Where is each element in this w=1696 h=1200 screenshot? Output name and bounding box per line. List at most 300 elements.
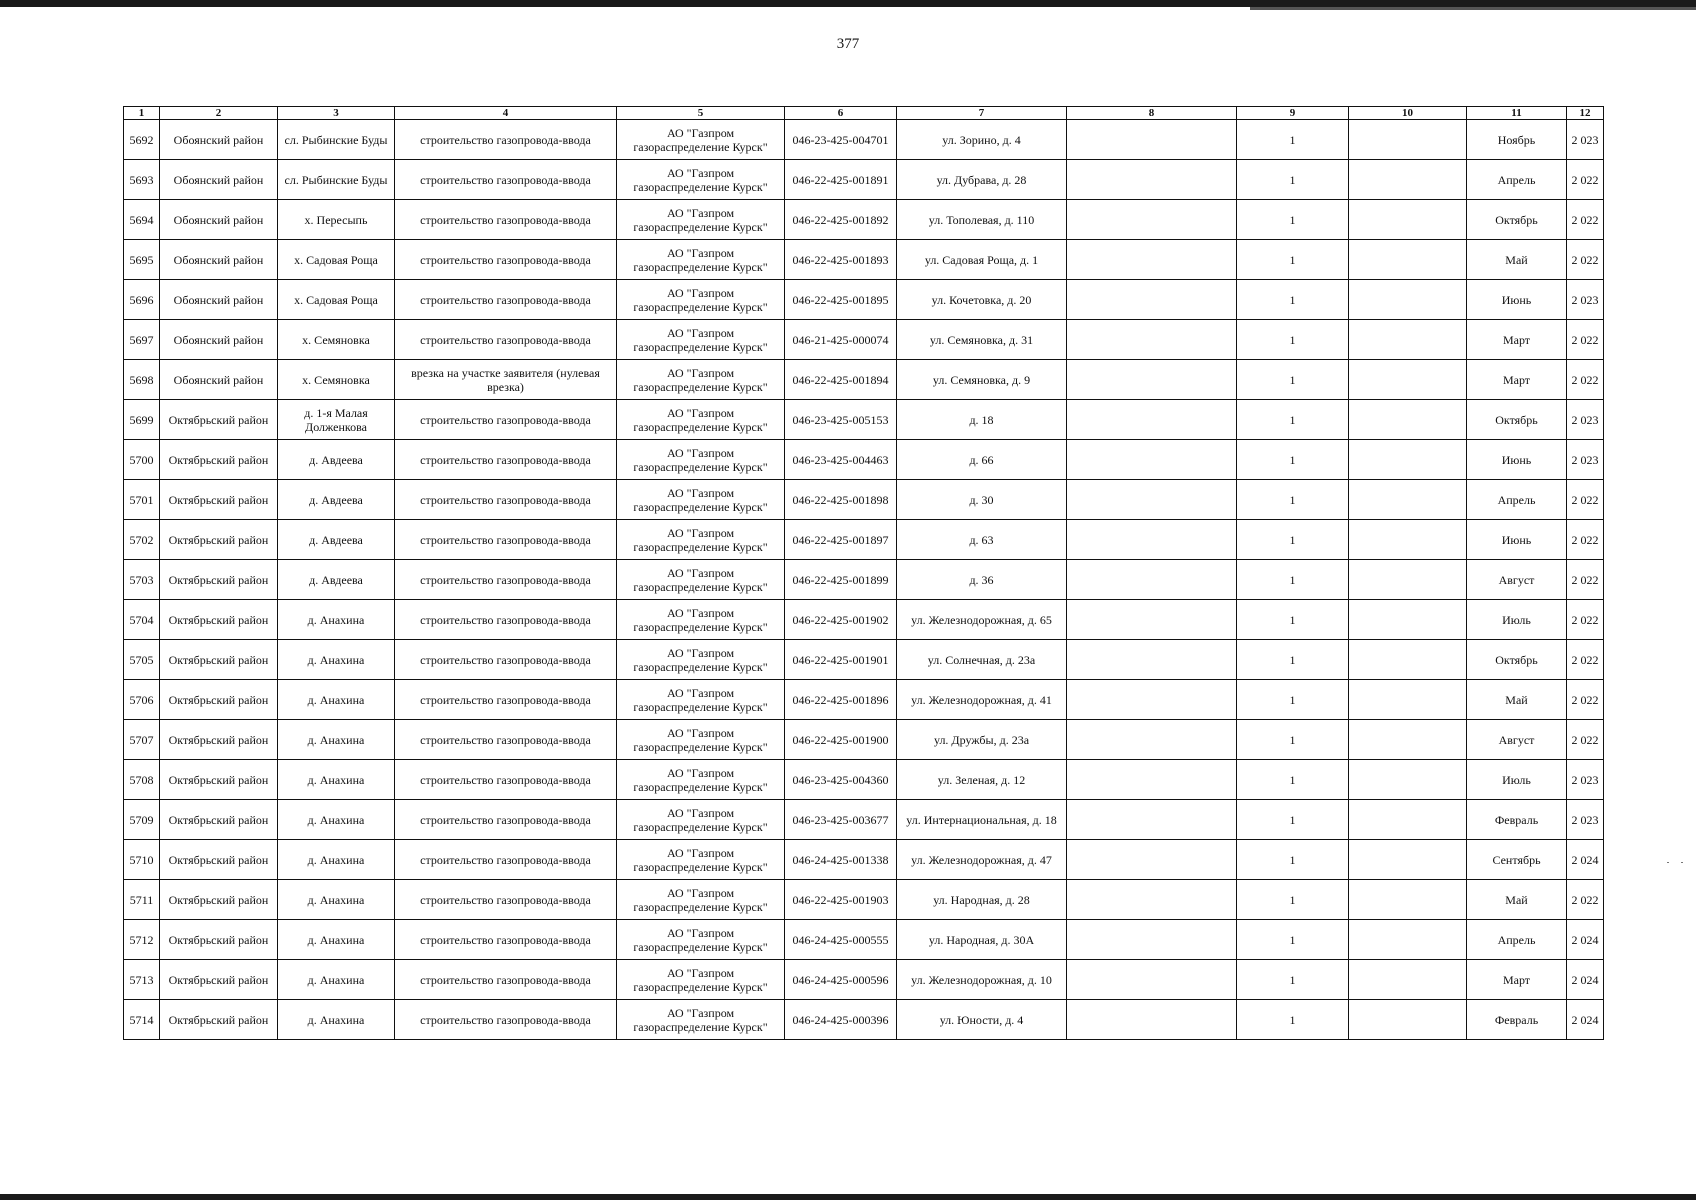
cell-col-8 bbox=[1067, 280, 1237, 320]
cell-settlement: сл. Рыбинские Буды bbox=[278, 120, 395, 160]
cell-work-type: строительство газопровода-ввода bbox=[395, 640, 617, 680]
cell-month: Июль bbox=[1467, 600, 1567, 640]
cell-address: д. 18 bbox=[897, 400, 1067, 440]
cell-col-8 bbox=[1067, 360, 1237, 400]
cell-row-number: 5694 bbox=[124, 200, 160, 240]
cell-work-type: строительство газопровода-ввода bbox=[395, 1000, 617, 1040]
cell-application-number: 046-22-425-001894 bbox=[785, 360, 897, 400]
cell-settlement: д. Анахина bbox=[278, 920, 395, 960]
cell-month: Ноябрь bbox=[1467, 120, 1567, 160]
table-row bbox=[124, 320, 1604, 360]
cell-col-10 bbox=[1349, 560, 1467, 600]
cell-application-number: 046-22-425-001900 bbox=[785, 720, 897, 760]
cell-row-number: 5708 bbox=[124, 760, 160, 800]
cell-organization: АО "Газпром газораспределение Курск" bbox=[617, 360, 785, 400]
cell-col-10 bbox=[1349, 240, 1467, 280]
cell-col-10 bbox=[1349, 920, 1467, 960]
cell-work-type: строительство газопровода-ввода bbox=[395, 960, 617, 1000]
cell-year: 2 024 bbox=[1567, 960, 1604, 1000]
cell-col-10 bbox=[1349, 800, 1467, 840]
cell-application-number: 046-23-425-004701 bbox=[785, 120, 897, 160]
cell-row-number: 5706 bbox=[124, 680, 160, 720]
cell-col-8 bbox=[1067, 200, 1237, 240]
cell-application-number: 046-24-425-000596 bbox=[785, 960, 897, 1000]
column-header-7: 7 bbox=[897, 107, 1067, 120]
cell-quantity: 1 bbox=[1237, 880, 1349, 920]
cell-col-10 bbox=[1349, 1000, 1467, 1040]
cell-col-10 bbox=[1349, 640, 1467, 680]
cell-month: Май bbox=[1467, 240, 1567, 280]
cell-col-10 bbox=[1349, 760, 1467, 800]
cell-quantity: 1 bbox=[1237, 160, 1349, 200]
cell-col-8 bbox=[1067, 440, 1237, 480]
cell-application-number: 046-22-425-001893 bbox=[785, 240, 897, 280]
column-header-3: 3 bbox=[278, 107, 395, 120]
cell-settlement: д. Анахина bbox=[278, 760, 395, 800]
cell-quantity: 1 bbox=[1237, 600, 1349, 640]
column-header-9: 9 bbox=[1237, 107, 1349, 120]
cell-month: Апрель bbox=[1467, 160, 1567, 200]
cell-row-number: 5702 bbox=[124, 520, 160, 560]
cell-quantity: 1 bbox=[1237, 480, 1349, 520]
cell-year: 2 023 bbox=[1567, 440, 1604, 480]
cell-district: Обоянский район bbox=[160, 200, 278, 240]
cell-col-10 bbox=[1349, 960, 1467, 1000]
cell-row-number: 5697 bbox=[124, 320, 160, 360]
cell-year: 2 023 bbox=[1567, 800, 1604, 840]
cell-quantity: 1 bbox=[1237, 960, 1349, 1000]
cell-address: ул. Тополевая, д. 110 bbox=[897, 200, 1067, 240]
cell-quantity: 1 bbox=[1237, 440, 1349, 480]
cell-work-type: строительство газопровода-ввода bbox=[395, 280, 617, 320]
cell-application-number: 046-22-425-001896 bbox=[785, 680, 897, 720]
cell-year: 2 023 bbox=[1567, 400, 1604, 440]
cell-col-10 bbox=[1349, 600, 1467, 640]
table-row bbox=[124, 520, 1604, 560]
cell-address: д. 36 bbox=[897, 560, 1067, 600]
cell-quantity: 1 bbox=[1237, 560, 1349, 600]
cell-month: Июнь bbox=[1467, 280, 1567, 320]
cell-district: Октябрьский район bbox=[160, 640, 278, 680]
scan-speck bbox=[1667, 862, 1669, 863]
cell-district: Октябрьский район bbox=[160, 880, 278, 920]
cell-row-number: 5704 bbox=[124, 600, 160, 640]
cell-month: Март bbox=[1467, 360, 1567, 400]
cell-address: д. 66 bbox=[897, 440, 1067, 480]
cell-col-8 bbox=[1067, 520, 1237, 560]
cell-organization: АО "Газпром газораспределение Курск" bbox=[617, 720, 785, 760]
cell-month: Октябрь bbox=[1467, 400, 1567, 440]
cell-col-10 bbox=[1349, 480, 1467, 520]
cell-col-8 bbox=[1067, 760, 1237, 800]
cell-col-8 bbox=[1067, 560, 1237, 600]
cell-work-type: врезка на участке заявителя (нулевая врезка) bbox=[395, 360, 617, 400]
cell-district: Обоянский район bbox=[160, 280, 278, 320]
cell-work-type: строительство газопровода-ввода bbox=[395, 840, 617, 880]
cell-settlement: х. Семяновка bbox=[278, 360, 395, 400]
cell-organization: АО "Газпром газораспределение Курск" bbox=[617, 120, 785, 160]
cell-row-number: 5713 bbox=[124, 960, 160, 1000]
cell-address: ул. Железнодорожная, д. 65 bbox=[897, 600, 1067, 640]
cell-district: Обоянский район bbox=[160, 240, 278, 280]
cell-month: Июль bbox=[1467, 760, 1567, 800]
cell-quantity: 1 bbox=[1237, 800, 1349, 840]
page-number: 377 bbox=[836, 36, 860, 52]
cell-application-number: 046-21-425-000074 bbox=[785, 320, 897, 360]
cell-district: Октябрьский район bbox=[160, 960, 278, 1000]
cell-application-number: 046-22-425-001892 bbox=[785, 200, 897, 240]
cell-col-10 bbox=[1349, 880, 1467, 920]
cell-work-type: строительство газопровода-ввода bbox=[395, 440, 617, 480]
cell-address: ул. Народная, д. 28 bbox=[897, 880, 1067, 920]
cell-organization: АО "Газпром газораспределение Курск" bbox=[617, 800, 785, 840]
cell-application-number: 046-22-425-001902 bbox=[785, 600, 897, 640]
cell-address: ул. Народная, д. 30А bbox=[897, 920, 1067, 960]
column-header-8: 8 bbox=[1067, 107, 1237, 120]
cell-row-number: 5710 bbox=[124, 840, 160, 880]
cell-application-number: 046-23-425-003677 bbox=[785, 800, 897, 840]
cell-col-8 bbox=[1067, 880, 1237, 920]
cell-application-number: 046-24-425-000555 bbox=[785, 920, 897, 960]
column-header-5: 5 bbox=[617, 107, 785, 120]
cell-col-10 bbox=[1349, 360, 1467, 400]
cell-organization: АО "Газпром газораспределение Курск" bbox=[617, 600, 785, 640]
cell-row-number: 5705 bbox=[124, 640, 160, 680]
cell-district: Октябрьский район bbox=[160, 400, 278, 440]
cell-col-8 bbox=[1067, 120, 1237, 160]
cell-row-number: 5711 bbox=[124, 880, 160, 920]
cell-quantity: 1 bbox=[1237, 520, 1349, 560]
cell-organization: АО "Газпром газораспределение Курск" bbox=[617, 240, 785, 280]
cell-quantity: 1 bbox=[1237, 200, 1349, 240]
cell-col-10 bbox=[1349, 160, 1467, 200]
table-row bbox=[124, 160, 1604, 200]
cell-application-number: 046-24-425-001338 bbox=[785, 840, 897, 880]
cell-settlement: д. Анахина bbox=[278, 720, 395, 760]
cell-month: Август bbox=[1467, 560, 1567, 600]
table-row bbox=[124, 760, 1604, 800]
cell-quantity: 1 bbox=[1237, 640, 1349, 680]
column-header-12: 12 bbox=[1567, 107, 1604, 120]
table-row bbox=[124, 200, 1604, 240]
column-header-4: 4 bbox=[395, 107, 617, 120]
cell-month: Апрель bbox=[1467, 920, 1567, 960]
cell-district: Октябрьский район bbox=[160, 680, 278, 720]
cell-col-8 bbox=[1067, 1000, 1237, 1040]
cell-work-type: строительство газопровода-ввода bbox=[395, 600, 617, 640]
cell-row-number: 5701 bbox=[124, 480, 160, 520]
cell-col-8 bbox=[1067, 160, 1237, 200]
cell-settlement: д. Анахина bbox=[278, 800, 395, 840]
gas-connection-register-table bbox=[123, 106, 1604, 1040]
cell-work-type: строительство газопровода-ввода bbox=[395, 680, 617, 720]
cell-row-number: 5692 bbox=[124, 120, 160, 160]
cell-month: Февраль bbox=[1467, 800, 1567, 840]
cell-application-number: 046-22-425-001903 bbox=[785, 880, 897, 920]
cell-address: д. 63 bbox=[897, 520, 1067, 560]
cell-year: 2 022 bbox=[1567, 360, 1604, 400]
cell-address: ул. Семяновка, д. 31 bbox=[897, 320, 1067, 360]
cell-row-number: 5712 bbox=[124, 920, 160, 960]
cell-district: Октябрьский район bbox=[160, 600, 278, 640]
cell-settlement: д. Авдеева bbox=[278, 440, 395, 480]
cell-settlement: д. Анахина bbox=[278, 640, 395, 680]
cell-month: Октябрь bbox=[1467, 200, 1567, 240]
cell-district: Октябрьский район bbox=[160, 840, 278, 880]
cell-address: ул. Железнодорожная, д. 41 bbox=[897, 680, 1067, 720]
cell-col-8 bbox=[1067, 960, 1237, 1000]
cell-quantity: 1 bbox=[1237, 920, 1349, 960]
cell-settlement: х. Садовая Роща bbox=[278, 280, 395, 320]
table-row bbox=[124, 480, 1604, 520]
cell-col-10 bbox=[1349, 680, 1467, 720]
cell-organization: АО "Газпром газораспределение Курск" bbox=[617, 960, 785, 1000]
column-header-1: 1 bbox=[124, 107, 160, 120]
column-header-10: 10 bbox=[1349, 107, 1467, 120]
cell-district: Обоянский район bbox=[160, 160, 278, 200]
cell-year: 2 023 bbox=[1567, 760, 1604, 800]
cell-row-number: 5695 bbox=[124, 240, 160, 280]
table-row bbox=[124, 600, 1604, 640]
cell-settlement: д. Авдеева bbox=[278, 520, 395, 560]
table-row bbox=[124, 880, 1604, 920]
cell-month: Май bbox=[1467, 880, 1567, 920]
cell-address: ул. Интернациональная, д. 18 bbox=[897, 800, 1067, 840]
cell-row-number: 5700 bbox=[124, 440, 160, 480]
column-number-header-row bbox=[124, 107, 1604, 120]
cell-organization: АО "Газпром газораспределение Курск" bbox=[617, 440, 785, 480]
cell-work-type: строительство газопровода-ввода bbox=[395, 320, 617, 360]
column-header-11: 11 bbox=[1467, 107, 1567, 120]
cell-col-8 bbox=[1067, 920, 1237, 960]
cell-quantity: 1 bbox=[1237, 840, 1349, 880]
cell-year: 2 024 bbox=[1567, 920, 1604, 960]
cell-year: 2 022 bbox=[1567, 320, 1604, 360]
cell-month: Март bbox=[1467, 960, 1567, 1000]
cell-col-8 bbox=[1067, 680, 1237, 720]
cell-district: Октябрьский район bbox=[160, 1000, 278, 1040]
cell-month: Август bbox=[1467, 720, 1567, 760]
table-row bbox=[124, 640, 1604, 680]
cell-application-number: 046-22-425-001901 bbox=[785, 640, 897, 680]
cell-work-type: строительство газопровода-ввода bbox=[395, 240, 617, 280]
table-row bbox=[124, 280, 1604, 320]
cell-year: 2 022 bbox=[1567, 520, 1604, 560]
cell-year: 2 022 bbox=[1567, 480, 1604, 520]
cell-col-10 bbox=[1349, 840, 1467, 880]
cell-organization: АО "Газпром газораспределение Курск" bbox=[617, 1000, 785, 1040]
cell-year: 2 022 bbox=[1567, 160, 1604, 200]
cell-col-8 bbox=[1067, 240, 1237, 280]
cell-year: 2 022 bbox=[1567, 640, 1604, 680]
cell-organization: АО "Газпром газораспределение Курск" bbox=[617, 480, 785, 520]
cell-year: 2 022 bbox=[1567, 720, 1604, 760]
cell-year: 2 022 bbox=[1567, 200, 1604, 240]
cell-address: ул. Железнодорожная, д. 10 bbox=[897, 960, 1067, 1000]
cell-col-10 bbox=[1349, 720, 1467, 760]
cell-organization: АО "Газпром газораспределение Курск" bbox=[617, 320, 785, 360]
cell-month: Сентябрь bbox=[1467, 840, 1567, 880]
cell-application-number: 046-22-425-001898 bbox=[785, 480, 897, 520]
table-row bbox=[124, 240, 1604, 280]
scan-border-top bbox=[0, 0, 1696, 7]
cell-quantity: 1 bbox=[1237, 720, 1349, 760]
cell-col-10 bbox=[1349, 280, 1467, 320]
cell-row-number: 5709 bbox=[124, 800, 160, 840]
cell-organization: АО "Газпром газораспределение Курск" bbox=[617, 680, 785, 720]
cell-month: Март bbox=[1467, 320, 1567, 360]
cell-quantity: 1 bbox=[1237, 760, 1349, 800]
cell-quantity: 1 bbox=[1237, 280, 1349, 320]
cell-settlement: сл. Рыбинские Буды bbox=[278, 160, 395, 200]
cell-row-number: 5707 bbox=[124, 720, 160, 760]
cell-application-number: 046-23-425-004360 bbox=[785, 760, 897, 800]
cell-district: Октябрьский район bbox=[160, 920, 278, 960]
cell-settlement: х. Садовая Роща bbox=[278, 240, 395, 280]
cell-quantity: 1 bbox=[1237, 320, 1349, 360]
cell-district: Октябрьский район bbox=[160, 560, 278, 600]
cell-application-number: 046-23-425-005153 bbox=[785, 400, 897, 440]
cell-work-type: строительство газопровода-ввода bbox=[395, 880, 617, 920]
cell-month: Октябрь bbox=[1467, 640, 1567, 680]
cell-settlement: д. Анахина bbox=[278, 680, 395, 720]
cell-year: 2 023 bbox=[1567, 120, 1604, 160]
cell-organization: АО "Газпром газораспределение Курск" bbox=[617, 520, 785, 560]
cell-address: ул. Юности, д. 4 bbox=[897, 1000, 1067, 1040]
cell-district: Обоянский район bbox=[160, 320, 278, 360]
cell-quantity: 1 bbox=[1237, 120, 1349, 160]
cell-settlement: х. Пересыпь bbox=[278, 200, 395, 240]
scan-border-top-fade bbox=[1250, 7, 1696, 10]
cell-month: Май bbox=[1467, 680, 1567, 720]
cell-year: 2 022 bbox=[1567, 680, 1604, 720]
cell-month: Июнь bbox=[1467, 520, 1567, 560]
cell-work-type: строительство газопровода-ввода bbox=[395, 400, 617, 440]
cell-quantity: 1 bbox=[1237, 240, 1349, 280]
cell-district: Обоянский район bbox=[160, 120, 278, 160]
cell-organization: АО "Газпром газораспределение Курск" bbox=[617, 560, 785, 600]
cell-col-10 bbox=[1349, 400, 1467, 440]
table-row bbox=[124, 560, 1604, 600]
cell-col-8 bbox=[1067, 400, 1237, 440]
table-row bbox=[124, 840, 1604, 880]
cell-organization: АО "Газпром газораспределение Курск" bbox=[617, 920, 785, 960]
cell-organization: АО "Газпром газораспределение Курск" bbox=[617, 880, 785, 920]
cell-organization: АО "Газпром газораспределение Курск" bbox=[617, 760, 785, 800]
cell-quantity: 1 bbox=[1237, 360, 1349, 400]
cell-application-number: 046-22-425-001897 bbox=[785, 520, 897, 560]
cell-col-8 bbox=[1067, 480, 1237, 520]
cell-work-type: строительство газопровода-ввода bbox=[395, 800, 617, 840]
cell-address: д. 30 bbox=[897, 480, 1067, 520]
cell-work-type: строительство газопровода-ввода bbox=[395, 560, 617, 600]
cell-district: Октябрьский район bbox=[160, 760, 278, 800]
cell-year: 2 023 bbox=[1567, 280, 1604, 320]
cell-address: ул. Кочетовка, д. 20 bbox=[897, 280, 1067, 320]
cell-work-type: строительство газопровода-ввода bbox=[395, 120, 617, 160]
cell-col-10 bbox=[1349, 440, 1467, 480]
cell-col-8 bbox=[1067, 640, 1237, 680]
cell-year: 2 022 bbox=[1567, 880, 1604, 920]
cell-settlement: д. Авдеева bbox=[278, 560, 395, 600]
cell-settlement: д. Анахина bbox=[278, 840, 395, 880]
cell-organization: АО "Газпром газораспределение Курск" bbox=[617, 640, 785, 680]
cell-application-number: 046-23-425-004463 bbox=[785, 440, 897, 480]
cell-work-type: строительство газопровода-ввода bbox=[395, 160, 617, 200]
cell-month: Февраль bbox=[1467, 1000, 1567, 1040]
cell-address: ул. Зеленая, д. 12 bbox=[897, 760, 1067, 800]
table-row bbox=[124, 1000, 1604, 1040]
cell-quantity: 1 bbox=[1237, 400, 1349, 440]
cell-work-type: строительство газопровода-ввода bbox=[395, 480, 617, 520]
table-row bbox=[124, 440, 1604, 480]
cell-application-number: 046-22-425-001899 bbox=[785, 560, 897, 600]
table-row bbox=[124, 360, 1604, 400]
cell-settlement: д. Авдеева bbox=[278, 480, 395, 520]
cell-work-type: строительство газопровода-ввода bbox=[395, 760, 617, 800]
table-row bbox=[124, 680, 1604, 720]
cell-application-number: 046-24-425-000396 bbox=[785, 1000, 897, 1040]
cell-quantity: 1 bbox=[1237, 680, 1349, 720]
cell-col-10 bbox=[1349, 200, 1467, 240]
cell-settlement: х. Семяновка bbox=[278, 320, 395, 360]
cell-work-type: строительство газопровода-ввода bbox=[395, 200, 617, 240]
cell-col-10 bbox=[1349, 520, 1467, 560]
cell-work-type: строительство газопровода-ввода bbox=[395, 720, 617, 760]
table-row bbox=[124, 920, 1604, 960]
cell-settlement: д. Анахина bbox=[278, 960, 395, 1000]
cell-organization: АО "Газпром газораспределение Курск" bbox=[617, 200, 785, 240]
cell-address: ул. Железнодорожная, д. 47 bbox=[897, 840, 1067, 880]
column-header-2: 2 bbox=[160, 107, 278, 120]
cell-settlement: д. Анахина bbox=[278, 600, 395, 640]
cell-row-number: 5693 bbox=[124, 160, 160, 200]
cell-district: Октябрьский район bbox=[160, 800, 278, 840]
cell-col-8 bbox=[1067, 800, 1237, 840]
cell-application-number: 046-22-425-001895 bbox=[785, 280, 897, 320]
cell-organization: АО "Газпром газораспределение Курск" bbox=[617, 400, 785, 440]
cell-row-number: 5714 bbox=[124, 1000, 160, 1040]
cell-settlement: д. 1-я Малая Долженкова bbox=[278, 400, 395, 440]
cell-application-number: 046-22-425-001891 bbox=[785, 160, 897, 200]
cell-month: Апрель bbox=[1467, 480, 1567, 520]
cell-row-number: 5696 bbox=[124, 280, 160, 320]
scan-speck bbox=[1681, 862, 1683, 863]
column-header-6: 6 bbox=[785, 107, 897, 120]
cell-quantity: 1 bbox=[1237, 1000, 1349, 1040]
cell-col-10 bbox=[1349, 120, 1467, 160]
cell-col-8 bbox=[1067, 600, 1237, 640]
cell-address: ул. Садовая Роща, д. 1 bbox=[897, 240, 1067, 280]
cell-district: Обоянский район bbox=[160, 360, 278, 400]
cell-district: Октябрьский район bbox=[160, 520, 278, 560]
table-row bbox=[124, 120, 1604, 160]
cell-row-number: 5703 bbox=[124, 560, 160, 600]
cell-district: Октябрьский район bbox=[160, 720, 278, 760]
cell-settlement: д. Анахина bbox=[278, 880, 395, 920]
cell-work-type: строительство газопровода-ввода bbox=[395, 520, 617, 560]
cell-organization: АО "Газпром газораспределение Курск" bbox=[617, 160, 785, 200]
table-row bbox=[124, 720, 1604, 760]
cell-district: Октябрьский район bbox=[160, 480, 278, 520]
cell-row-number: 5699 bbox=[124, 400, 160, 440]
cell-month: Июнь bbox=[1467, 440, 1567, 480]
cell-work-type: строительство газопровода-ввода bbox=[395, 920, 617, 960]
cell-settlement: д. Анахина bbox=[278, 1000, 395, 1040]
cell-col-10 bbox=[1349, 320, 1467, 360]
cell-address: ул. Дубрава, д. 28 bbox=[897, 160, 1067, 200]
table-row bbox=[124, 800, 1604, 840]
